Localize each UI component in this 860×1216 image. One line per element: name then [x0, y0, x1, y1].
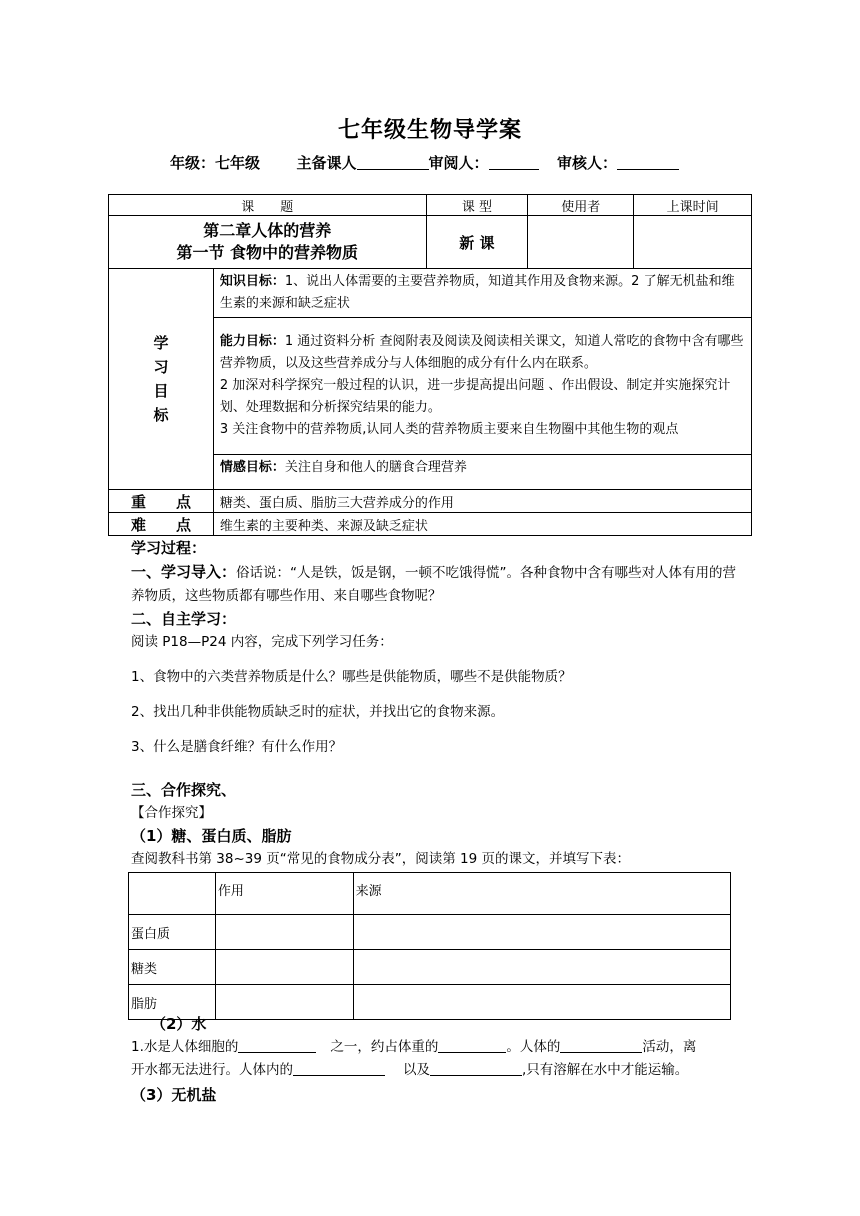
- approver-label: 审核人：: [556, 154, 617, 172]
- ability-goal-label: 能力目标：: [219, 334, 285, 349]
- water-text: 。人体的: [506, 1039, 561, 1055]
- section-intro-text: 俗话说：“人是铁，饭是钢，一顿不吃饿得慌”。各种食物中含有哪些对人体有用的营养物质，这些物质都有哪些作用、来自哪些食物呢？: [131, 565, 737, 604]
- fill-blank[interactable]: [438, 1038, 506, 1053]
- preparer-label: 主备课人: [296, 154, 357, 172]
- question-1: 1、食物中的六类营养物质是什么？哪些是供能物质，哪些不是供能物质？: [131, 669, 572, 685]
- learning-process: [131, 537, 741, 871]
- lesson-time-value[interactable]: [634, 216, 752, 269]
- emotion-goal-label: 情感目标：: [219, 460, 285, 475]
- fill-blank[interactable]: [430, 1061, 522, 1076]
- lesson-type-value: 新 课: [426, 216, 528, 269]
- water-text: 之一，约占体重的: [330, 1039, 439, 1055]
- section-intro: [131, 561, 741, 608]
- nutrient-name: 蛋白质: [129, 915, 216, 950]
- self-study-intro: 阅读 P18—P24 内容，完成下列学习任务：: [131, 634, 393, 650]
- header-topic: 课 题: [109, 195, 427, 216]
- lesson-header-row: [109, 195, 752, 216]
- section-self-study-heading: 二、自主学习：: [131, 610, 237, 628]
- goals-label-char: 习: [153, 358, 169, 376]
- water-text: 以及: [403, 1062, 430, 1078]
- nutrient-function-cell[interactable]: [215, 915, 353, 950]
- ability-goal-text-2: 2 加深对科学探究一般过程的认识，进一步提高提出问题 、作出假设、制定并实施探究计划、处理数据和分析探究结果的能力。: [219, 378, 731, 415]
- header-user: 使用者: [528, 195, 634, 216]
- fill-blank[interactable]: [293, 1061, 385, 1076]
- nutrient-function-cell[interactable]: [215, 950, 353, 985]
- nutrient-table: [128, 872, 731, 1020]
- water-text: 活动，离: [642, 1039, 697, 1055]
- water-line-1: [131, 1036, 751, 1059]
- water-section: [131, 1013, 751, 1107]
- reviewer-label: 审阅人：: [428, 154, 489, 172]
- grade-label: 年级：七年级: [170, 154, 261, 172]
- nutrient-header-row: [129, 873, 731, 915]
- preparer-blank[interactable]: [357, 153, 429, 170]
- knowledge-goal-text: 1、说出人体需要的主要营养物质，知道其作用及食物来源。2 了解无机盐和维生素的来源和缺乏症状: [219, 274, 735, 311]
- header-time: 上课时间: [634, 195, 752, 216]
- reviewer-blank[interactable]: [489, 153, 539, 170]
- key-point-text: 糖类、蛋白质、脂肪三大营养成分的作用: [213, 490, 751, 513]
- lesson-title-cell: [109, 216, 427, 269]
- goals-label: [109, 269, 214, 490]
- header-type: 课 型: [426, 195, 528, 216]
- key-point-row: [109, 490, 752, 513]
- lesson-info-table: [108, 194, 752, 536]
- lesson-title-line1: 第二章人体的营养: [203, 221, 332, 240]
- nutrient-source-cell[interactable]: [353, 915, 730, 950]
- knowledge-goal-row: [109, 269, 752, 318]
- ability-goal-text-3: 3 关注食物中的营养物质,认同人类的营养物质主要来自生物圈中其他生物的观点: [219, 422, 679, 437]
- subsection-1-heading: （1）糖、蛋白质、脂肪: [131, 827, 292, 845]
- subsection-3-heading: （3）无机盐: [131, 1086, 217, 1104]
- question-3: 3、什么是膳食纤维？有什么作用？: [131, 739, 343, 755]
- subsection-1-text: 查阅教科书第 38~39 页“常见的食物成分表”，阅读第 19 页的课文，并填写下表：: [131, 851, 630, 867]
- subsection-2-heading: （2）水: [151, 1015, 207, 1033]
- approver-blank[interactable]: [617, 153, 679, 170]
- nutrient-name: 脂肪: [129, 985, 216, 1020]
- ability-goal-text-1: 1 通过资料分析 查阅附表及阅读及阅读相关课文，知道人常吃的食物中含有哪些营养物质，以及这些营养成分与人体细胞的成分有什么内在联系。: [219, 334, 744, 371]
- goals-label-char: 标: [153, 406, 169, 424]
- goals-label-char: 目: [153, 382, 169, 400]
- water-text: 开水都无法进行。人体内的: [131, 1062, 293, 1078]
- coop-bracket-label: 【合作探究】: [131, 805, 212, 821]
- nutrient-header-function: 作用: [215, 873, 353, 915]
- nutrient-name: 糖类: [129, 950, 216, 985]
- fill-blank[interactable]: [238, 1038, 316, 1053]
- lesson-user-value[interactable]: [528, 216, 634, 269]
- water-text: 1.水是人体细胞的: [131, 1039, 239, 1055]
- knowledge-goal-cell: [213, 269, 751, 318]
- nutrient-source-cell[interactable]: [353, 950, 730, 985]
- nutrient-header-blank: [129, 873, 216, 915]
- lesson-title-line2: 第一节 食物中的营养物质: [176, 243, 359, 262]
- difficulty-text: 维生素的主要种类、来源及缺乏症状: [213, 513, 751, 536]
- nutrient-header-source: 来源: [353, 873, 730, 915]
- key-point-label: 重 点: [109, 490, 214, 513]
- header-meta: [170, 152, 679, 173]
- document-title: 七年级生物导学案: [337, 118, 522, 143]
- water-text: ,只有溶解在水中才能运输。: [522, 1062, 689, 1078]
- ability-goal-cell: [213, 318, 751, 455]
- fill-blank[interactable]: [560, 1038, 642, 1053]
- water-line-2: [131, 1059, 751, 1082]
- question-2: 2、找出几种非供能物质缺乏时的症状，并找出它的食物来源。: [131, 704, 505, 720]
- difficulty-row: [109, 513, 752, 536]
- table-row: [129, 950, 731, 985]
- emotion-goal-text: 关注自身和他人的膳食合理营养: [284, 460, 467, 475]
- table-row: [129, 915, 731, 950]
- process-heading: 学习过程：: [131, 539, 207, 557]
- section-intro-heading: 一、学习导入：: [131, 563, 237, 581]
- section-coop-heading: 三、合作探究、: [131, 781, 237, 799]
- lesson-title-row: [109, 216, 752, 269]
- knowledge-goal-label: 知识目标：: [219, 274, 285, 289]
- difficulty-label: 难 点: [109, 513, 214, 536]
- emotion-goal-cell: [213, 455, 751, 490]
- goals-label-char: 学: [153, 334, 169, 352]
